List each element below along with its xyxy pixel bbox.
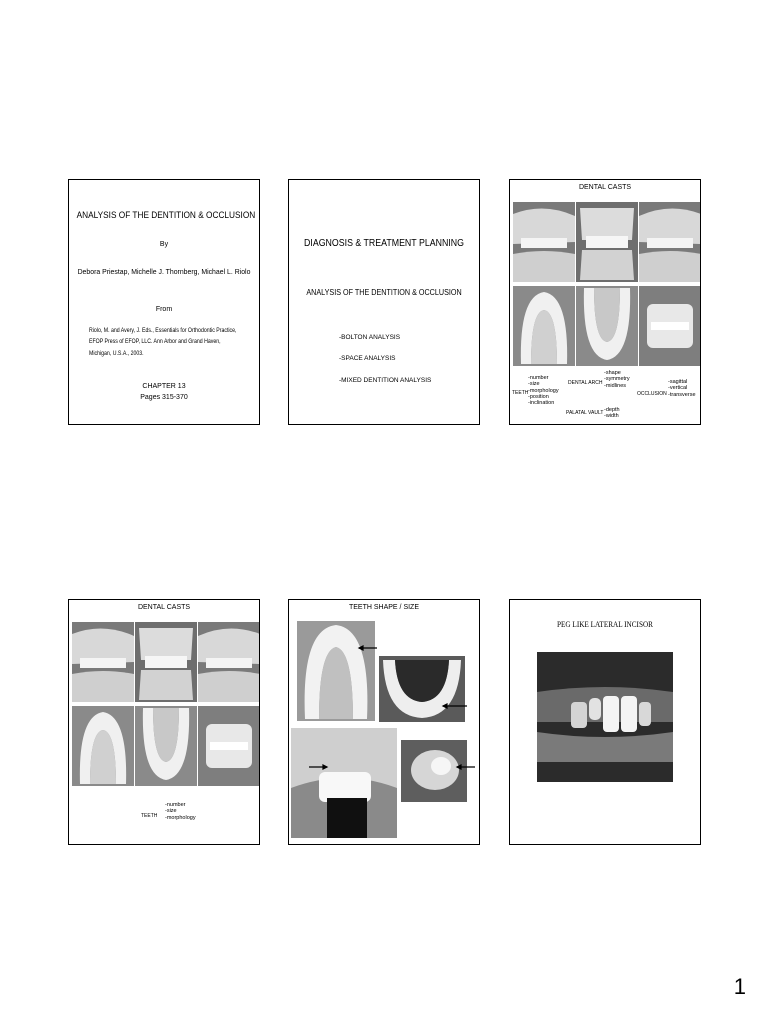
list-item: -morphology: [165, 814, 196, 821]
list-item: -morphology: [528, 387, 559, 394]
from-label: From: [155, 306, 173, 313]
list-item: -depth: [604, 407, 620, 413]
cast-photo-left-lateral: [639, 202, 701, 282]
list-item: -size: [165, 808, 177, 815]
slide-dental-casts-full: [509, 179, 701, 425]
occlusion-items: [668, 379, 696, 398]
list-item: -sagittal: [668, 379, 688, 385]
slide-title: DENTAL CASTS: [578, 184, 632, 191]
occlusion-label: OCCLUSION: [637, 391, 667, 397]
dental-arch-label: DENTAL ARCH: [568, 380, 603, 386]
arch-items: [604, 370, 630, 389]
list-item: -size: [528, 381, 540, 388]
vault-items: [604, 407, 620, 420]
slide-title: TEETH SHAPE / SIZE: [348, 604, 419, 611]
palatal-vault-label: PALATAL VAULT: [566, 410, 604, 416]
pointer-arrows: [289, 600, 480, 845]
teeth-label: TEETH: [512, 390, 529, 396]
list-item: -width: [604, 413, 619, 420]
slide-dental-casts-teeth: [68, 599, 260, 845]
cast-photo-right-lateral: [513, 202, 575, 282]
photo-peg-incisor: [537, 652, 673, 782]
reference-line-1: Riolo, M. and Avery, J. Eds., Essentials for Orthodontic Practice,: [89, 327, 237, 334]
cast-photo-left-lateral: [198, 622, 260, 702]
reference-line-3: Michigan, U.S.A., 2003.: [89, 350, 144, 357]
list-item: -midlines: [604, 382, 627, 389]
list-item: -BOLTON ANALYSIS: [339, 334, 401, 341]
page-number: 1: [733, 974, 746, 999]
list-item: -symmetry: [604, 376, 630, 383]
teeth-label: TEETH: [141, 813, 158, 819]
cast-photo-frontal: [135, 622, 197, 702]
list-item: -shape: [604, 370, 621, 376]
slide-teeth-shape-size: [288, 599, 480, 845]
slide-diagnosis: [288, 179, 480, 425]
pages-label: Pages 315-370: [140, 394, 188, 401]
reference-line-2: EFOP Press of EFOP, LLC. Ann Arbor and Grand Haven,: [89, 338, 221, 345]
authors: Debora Priestap, Michelle J. Thornberg, Michael L. Riolo: [77, 267, 251, 276]
slide-title: DIAGNOSIS & TREATMENT PLANNING: [304, 238, 464, 249]
list-item: -number: [528, 375, 549, 381]
slide-subtitle: ANALYSIS OF THE DENTITION & OCCLUSION: [306, 288, 462, 297]
list-item: -SPACE ANALYSIS: [339, 355, 396, 362]
cast-photo-mandibular-occlusal: [576, 286, 638, 366]
list-item: -position: [528, 393, 549, 400]
slide-title-page: [68, 179, 260, 425]
teeth-items: [165, 802, 196, 821]
by-label: By: [159, 241, 169, 248]
slide-title: ANALYSIS OF THE DENTITION & OCCLUSION: [76, 210, 256, 220]
cast-photo-right-lateral: [72, 622, 134, 702]
slide-title: PEG LIKE LATERAL INCISOR: [557, 620, 653, 629]
cast-photo-frontal: [576, 202, 638, 282]
list-item: -inclination: [528, 400, 555, 407]
list-item: -vertical: [668, 385, 688, 392]
teeth-items: [528, 375, 559, 407]
chapter-label: CHAPTER 13: [142, 383, 186, 390]
cast-photo-mandibular-occlusal: [135, 706, 197, 786]
list-item: -transverse: [668, 391, 696, 398]
slide-title: DENTAL CASTS: [137, 604, 191, 611]
list-item: -MIXED DENTITION ANALYSIS: [339, 377, 432, 384]
list-item: -number: [165, 802, 186, 808]
cast-photo-maxillary-occlusal: [513, 286, 575, 366]
cast-photo-maxillary-occlusal: [72, 706, 134, 786]
cast-photo-posterior: [198, 706, 260, 786]
cast-photo-posterior: [639, 286, 701, 366]
slide-peg-lateral-incisor: [509, 599, 701, 845]
